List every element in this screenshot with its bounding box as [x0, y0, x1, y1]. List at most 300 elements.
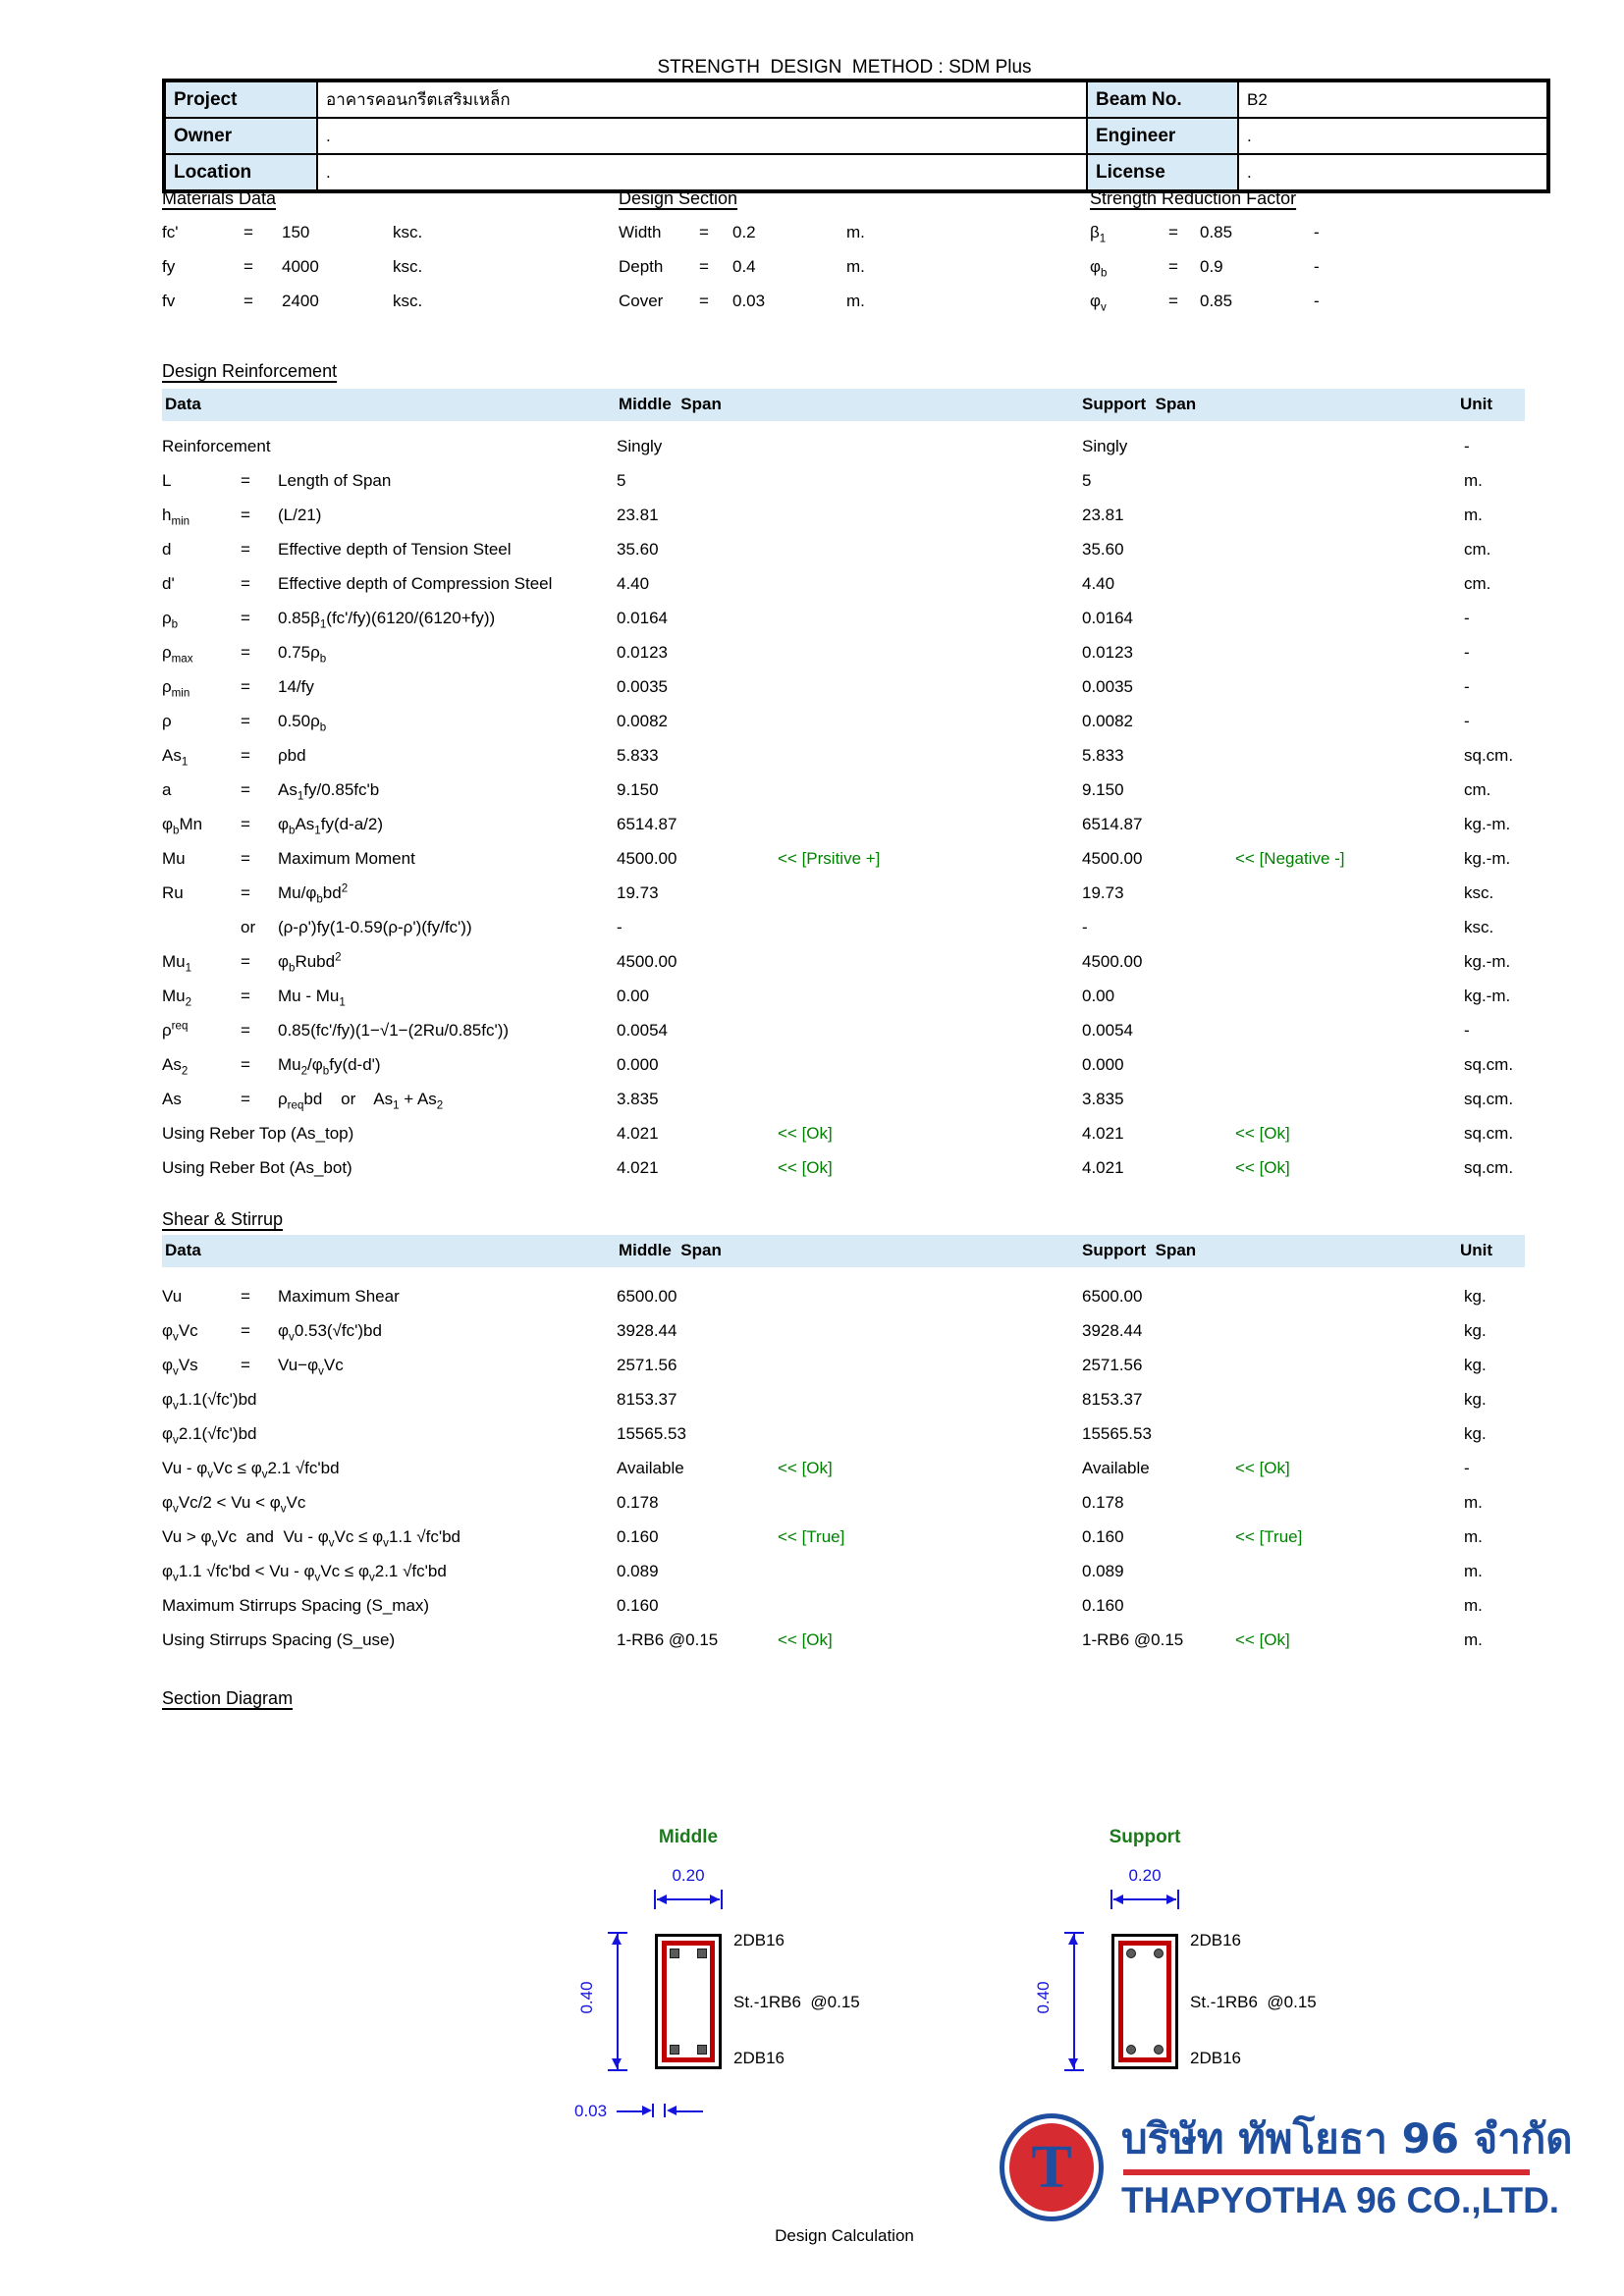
shear-sup: 0.160 [1082, 1527, 1124, 1546]
design-section-eq: = [699, 223, 709, 241]
reinforcement-eq: = [241, 883, 250, 902]
reinforcement-sym: $\rho_{min}$ [162, 677, 190, 700]
logo-t-icon: T [1031, 2134, 1072, 2201]
shear-mid: 0.160 [617, 1596, 659, 1615]
reinforcement-sym: $h_{min}$ [162, 506, 190, 528]
materials-unit: ksc. [393, 223, 423, 241]
reinforcement-unit: sq.cm. [1464, 746, 1514, 765]
shear-sym: $\varphi_v1.1(√fc')bd$ [162, 1390, 257, 1413]
reinforcement-unit: - [1464, 609, 1470, 627]
reinforcement-eq: or [241, 918, 256, 936]
shear-row [0, 1454, 1624, 1488]
logo-red-circle [1009, 2123, 1094, 2212]
reinforcement-eq: = [241, 780, 250, 799]
reinforcement-unit: kg.-m. [1464, 815, 1511, 833]
reinforcement-sup: 4.021 [1082, 1124, 1124, 1143]
section-diagram-heading: Section Diagram [162, 1688, 294, 1708]
shear-sup: 0.160 [1082, 1596, 1124, 1615]
reinforcement-sym: Reinforcement [162, 437, 271, 455]
info-row-owner [164, 118, 1548, 154]
column-unit: Unit [1460, 395, 1493, 413]
shear-sup: Available [1082, 1459, 1150, 1477]
reinforcement-row [0, 1153, 1624, 1188]
top-bars-label: 2DB16 [733, 1931, 785, 1949]
license-value: . [1238, 154, 1548, 191]
reinforcement-row [0, 775, 1624, 810]
reinforcement-unit: sq.cm. [1464, 1158, 1514, 1177]
reinforcement-unit: sq.cm. [1464, 1124, 1514, 1143]
reinforcement-row [0, 432, 1624, 466]
width-dimension [1110, 1890, 1179, 1909]
reinforcement-eq: = [241, 1090, 250, 1108]
reinforcement-mid_note: << [Ok] [778, 1158, 833, 1177]
reinforcement-eq: = [241, 471, 250, 490]
design-section-val: 0.4 [732, 257, 756, 276]
reinforcement-sym: As [162, 1090, 182, 1108]
rebar-dot [1154, 1949, 1164, 1958]
reinforcement-sup: Singly [1082, 437, 1128, 455]
reinforcement-mid: 0.0054 [617, 1021, 668, 1040]
rebar-dot [1126, 1949, 1136, 1958]
shear-mid: 0.089 [617, 1562, 659, 1580]
reinforcement-mid: 35.60 [617, 540, 659, 559]
reinforcement-unit: m. [1464, 506, 1483, 524]
reinforcement-sup_note: << [Negative -] [1235, 849, 1345, 868]
reinforcement-mid: 0.0035 [617, 677, 668, 696]
shear-table [0, 1282, 1624, 1660]
reinforcement-sym: d [162, 540, 172, 559]
materials-eq: = [244, 292, 253, 310]
reduction-eq: = [1168, 223, 1178, 241]
reinforcement-sup: 4500.00 [1082, 849, 1143, 868]
reinforcement-sup: 23.81 [1082, 506, 1124, 524]
reinforcement-row [0, 501, 1624, 535]
rebar-dot [670, 1949, 679, 1958]
reinforcement-row [0, 844, 1624, 879]
reinforcement-formula: ρbd [278, 746, 306, 765]
reinforcement-row [0, 569, 1624, 604]
design-section-eq: = [699, 257, 709, 276]
reinforcement-sym: $\rho^{req}$ [162, 1020, 189, 1040]
shear-formula: Maximum Shear [278, 1287, 400, 1306]
height-dimension [1064, 1932, 1084, 2071]
reinforcement-sup: 35.60 [1082, 540, 1124, 559]
reinforcement-sup: 19.73 [1082, 883, 1124, 902]
design-section-sym: Width [619, 223, 662, 241]
shear-row [0, 1557, 1624, 1591]
reinforcement-mid: 0.000 [617, 1055, 659, 1074]
reinforcement-mid: 3.835 [617, 1090, 659, 1108]
reinforcement-mid_note: << [Prsitive +] [778, 849, 881, 868]
shear-mid: 6500.00 [617, 1287, 677, 1306]
shear-formula: $Vu-\varphi_vVc$ [278, 1356, 344, 1378]
width-dimension-value: 0.20 [1128, 1866, 1162, 1885]
reinforcement-eq: = [241, 1021, 250, 1040]
reinforcement-mid: 9.150 [617, 780, 659, 799]
height-dimension [608, 1932, 627, 2071]
reinforcement-sup: 3.835 [1082, 1090, 1124, 1108]
reinforcement-unit: - [1464, 712, 1470, 730]
reduction-sym: $\varphi_b$ [1090, 257, 1108, 280]
reinforcement-mid: 4.40 [617, 574, 650, 593]
reinforcement-mid_note: << [Ok] [778, 1124, 833, 1143]
shear-mid: 8153.37 [617, 1390, 677, 1409]
reinforcement-eq: = [241, 609, 250, 627]
column-data: Data [165, 1241, 201, 1259]
reduction-row [0, 218, 1624, 252]
owner-label: Owner [164, 118, 317, 154]
shear-sym: $Vu - \varphi_vVc \le \varphi_v2.1$ √fc'bd [162, 1459, 340, 1481]
reduction-unit: - [1314, 223, 1320, 241]
reduction-unit: - [1314, 257, 1320, 276]
reinforcement-row [0, 466, 1624, 501]
reinforcement-unit: kg.-m. [1464, 952, 1511, 971]
reinforcement-sup: 4500.00 [1082, 952, 1143, 971]
shear-eq: = [241, 1287, 250, 1306]
shear-sym: $\varphi_vVs$ [162, 1356, 198, 1378]
reinforcement-sup: - [1082, 918, 1088, 936]
column-middle: Middle Span [619, 1241, 722, 1259]
reduction-val: 0.9 [1200, 257, 1223, 276]
shear-unit: kg. [1464, 1356, 1487, 1374]
reinforcement-eq: = [241, 952, 250, 971]
reinforcement-row [0, 879, 1624, 913]
reinforcement-eq: = [241, 677, 250, 696]
shear-sym: $\varphi_vVc$ [162, 1321, 198, 1344]
reinforcement-mid: Singly [617, 437, 663, 455]
shear-sym: $\varphi_v2.1(√fc')bd$ [162, 1424, 257, 1447]
reinforcement-row [0, 947, 1624, 982]
shear-row [0, 1626, 1624, 1660]
reinforcement-row [0, 672, 1624, 707]
reinforcement-sup_note: << [Ok] [1235, 1124, 1290, 1143]
reinforcement-mid: 0.00 [617, 987, 650, 1005]
footer-caption: Design Calculation [775, 2226, 914, 2245]
arrow-down-icon [612, 2058, 622, 2068]
reinforcement-unit: cm. [1464, 780, 1491, 799]
shear-sup: 8153.37 [1082, 1390, 1143, 1409]
materials-sym: fv [162, 292, 176, 310]
reinforcement-formula: $\rho_{req}bd$ or $As_1 + As_2$ [278, 1090, 444, 1112]
materials-sym: fc' [162, 223, 179, 241]
reduction-val: 0.85 [1200, 223, 1233, 241]
stirrup-rect [1118, 1941, 1171, 2062]
reinforcement-unit: - [1464, 1021, 1470, 1040]
rebar-dot [697, 1949, 707, 1958]
reinforcement-sym: Using Reber Bot (As_bot) [162, 1158, 352, 1177]
column-support: Support Span [1082, 395, 1197, 413]
shear-unit: m. [1464, 1527, 1483, 1546]
reinforcement-unit: kg.-m. [1464, 987, 1511, 1005]
reinforcement-formula: Length of Span [278, 471, 392, 490]
shear-unit: kg. [1464, 1321, 1487, 1340]
reinforcement-unit: ksc. [1464, 918, 1494, 936]
reinforcement-eq: = [241, 746, 250, 765]
stirrups-label: St.-1RB6 @0.15 [733, 1993, 860, 2011]
width-dimension [654, 1890, 723, 1909]
reduction-row [0, 287, 1624, 321]
shear-unit: m. [1464, 1562, 1483, 1580]
reinforcement-formula: Maximum Moment [278, 849, 415, 868]
shear-sym: Using Stirrups Spacing (S_use) [162, 1630, 396, 1649]
reinforcement-row [0, 1050, 1624, 1085]
reinforcement-formula: 0.85(fc'/fy)(1−√1−(2Ru/0.85fc')) [278, 1021, 510, 1040]
reinforcement-formula: (L/21) [278, 506, 322, 524]
reinforcement-formula: $0.50\rho_b$ [278, 712, 327, 734]
shear-eq: = [241, 1356, 250, 1374]
location-label: Location [164, 154, 317, 191]
reinforcement-eq: = [241, 712, 250, 730]
reinforcement-unit: sq.cm. [1464, 1055, 1514, 1074]
shear-row [0, 1282, 1624, 1316]
reinforcement-sym: $Mu_1$ [162, 952, 192, 975]
shear-row [0, 1351, 1624, 1385]
company-logo [1000, 2113, 1104, 2221]
rebar-dot [697, 2045, 707, 2055]
design-section-sym: Depth [619, 257, 664, 276]
reinforcement-formula: $Mu_2/\varphi_bfy(d-d')$ [278, 1055, 381, 1078]
materials-heading: Materials Data [162, 188, 277, 208]
reinforcement-mid: 4500.00 [617, 952, 677, 971]
reinforcement-sym: $\rho_{max}$ [162, 643, 193, 666]
design-section-unit: m. [846, 223, 865, 241]
reinforcement-sym: a [162, 780, 172, 799]
reinforcement-sup_note: << [Ok] [1235, 1158, 1290, 1177]
reduction-sym: $\beta_1$ [1090, 223, 1107, 245]
shear-sym: $\varphi_vVc/2 < Vu < \varphi_vVc$ [162, 1493, 306, 1516]
materials-eq: = [244, 257, 253, 276]
shear-mid: 2571.56 [617, 1356, 677, 1374]
reinforcement-formula: Effective depth of Compression Steel [278, 574, 553, 593]
design-section-unit: m. [846, 292, 865, 310]
arrow-right-icon [710, 1895, 720, 1904]
reinforcement-mid: 19.73 [617, 883, 659, 902]
column-unit: Unit [1460, 1241, 1493, 1259]
license-label: License [1087, 154, 1238, 191]
stirrup-rect [662, 1941, 715, 2062]
reinforcement-row [0, 982, 1624, 1016]
reinforcement-sym: ρ [162, 712, 172, 730]
reinforcement-eq: = [241, 815, 250, 833]
reinforcement-eq: = [241, 574, 250, 593]
company-name-english: THAPYOTHA 96 CO.,LTD. [1121, 2180, 1560, 2220]
top-bars-label: 2DB16 [1190, 1931, 1241, 1949]
shear-sup: 1-RB6 @0.15 [1082, 1630, 1184, 1649]
reinforcement-unit: - [1464, 643, 1470, 662]
reinforcement-eq: = [241, 506, 250, 524]
reinforcement-formula: $Mu/\varphi_bbd^2$ [278, 882, 349, 906]
reduction-sym: $\varphi_v$ [1090, 292, 1107, 314]
shear-sym: Vu [162, 1287, 183, 1306]
shear-row [0, 1316, 1624, 1351]
materials-unit: ksc. [393, 292, 423, 310]
reinforcement-eq: = [241, 643, 250, 662]
reinforcement-unit: ksc. [1464, 883, 1494, 902]
reinforcement-sup: 5.833 [1082, 746, 1124, 765]
reinforcement-mid: 4.021 [617, 1158, 659, 1177]
bottom-bars-label: 2DB16 [1190, 2049, 1241, 2067]
reinforcement-row [0, 604, 1624, 638]
shear-row [0, 1522, 1624, 1557]
design-section-heading: Design Section [619, 188, 738, 208]
reinforcement-unit: cm. [1464, 574, 1491, 593]
info-row-location [164, 154, 1548, 191]
project-info-table [162, 79, 1550, 193]
rebar-dot [1126, 2045, 1136, 2055]
reinforcement-unit: - [1464, 677, 1470, 696]
reduction-unit: - [1314, 292, 1320, 310]
reinforcement-row [0, 1119, 1624, 1153]
reinforcement-table [0, 432, 1624, 1188]
reinforcement-sup: 4.021 [1082, 1158, 1124, 1177]
reinforcement-sup: 5 [1082, 471, 1092, 490]
shear-formula: $\varphi_v0.53(√fc')bd$ [278, 1321, 382, 1344]
reinforcement-sym: L [162, 471, 172, 490]
reinforcement-sym: $\rho_b$ [162, 609, 179, 631]
engineer-label: Engineer [1087, 118, 1238, 154]
reinforcement-eq: = [241, 987, 250, 1005]
shear-heading: Shear & Stirrup [162, 1209, 284, 1229]
reinforcement-sup: 0.0082 [1082, 712, 1133, 730]
reinforcement-mid: 5.833 [617, 746, 659, 765]
design-section-val: 0.2 [732, 223, 756, 241]
column-middle: Middle Span [619, 395, 722, 413]
shear-mid: 0.178 [617, 1493, 659, 1512]
reinforcement-sym: Ru [162, 883, 184, 902]
reinforcement-row [0, 1016, 1624, 1050]
engineer-value: . [1238, 118, 1548, 154]
project-label: Project [164, 80, 317, 118]
shear-unit: m. [1464, 1493, 1483, 1512]
reinforcement-formula: (ρ-ρ')fy(1-0.59(ρ-ρ')(fy/fc')) [278, 918, 472, 936]
reinforcement-eq: = [241, 540, 250, 559]
width-dimension-value: 0.20 [672, 1866, 705, 1885]
arrow-left-icon [657, 1895, 667, 1904]
reduction-heading: Strength Reduction Factor [1090, 188, 1297, 208]
reinforcement-row [0, 535, 1624, 569]
reinforcement-sup: 6514.87 [1082, 815, 1143, 833]
shear-unit: kg. [1464, 1287, 1487, 1306]
design-section-sym: Cover [619, 292, 664, 310]
shear-row [0, 1385, 1624, 1419]
reinforcement-formula: $As_1fy/0.85fc'b$ [278, 780, 380, 803]
reinforcement-formula: Mu - $Mu_1$ [278, 987, 346, 1009]
reinforcement-row [0, 707, 1624, 741]
reinforcement-sym: $\varphi_bMn$ [162, 815, 203, 837]
shear-sup_note: << [Ok] [1235, 1459, 1290, 1477]
design-section-unit: m. [846, 257, 865, 276]
reinforcement-formula: Effective depth of Tension Steel [278, 540, 512, 559]
reinforcement-row [0, 1085, 1624, 1119]
reinforcement-row [0, 741, 1624, 775]
reinforcement-formula: $\varphi_bAs_1fy(d-a/2)$ [278, 815, 384, 837]
reinforcement-row [0, 810, 1624, 844]
reinforcement-sup: 4.40 [1082, 574, 1115, 593]
shear-eq: = [241, 1321, 250, 1340]
middle-section-diagram [569, 1821, 962, 2164]
reinforcement-formula: $\varphi_bRubd^2$ [278, 951, 342, 975]
page-title: STRENGTH DESIGN METHOD : SDM Plus [657, 57, 1032, 78]
shear-unit: m. [1464, 1630, 1483, 1649]
shear-sup_note: << [Ok] [1235, 1630, 1290, 1649]
shear-mid: 1-RB6 @0.15 [617, 1630, 719, 1649]
reduction-row [0, 252, 1624, 287]
reinforcement-mid: 0.0082 [617, 712, 668, 730]
shear-mid_note: << [True] [778, 1527, 845, 1546]
reinforcement-sup: 0.000 [1082, 1055, 1124, 1074]
reinforcement-mid: 0.0123 [617, 643, 668, 662]
support-title: Support [1109, 1827, 1181, 1847]
bottom-bars-label: 2DB16 [733, 2049, 785, 2067]
shear-mid_note: << [Ok] [778, 1630, 833, 1649]
reinforcement-unit: m. [1464, 471, 1483, 490]
shear-row [0, 1488, 1624, 1522]
materials-val: 4000 [282, 257, 319, 276]
shear-sup_note: << [True] [1235, 1527, 1303, 1546]
reinforcement-sym: $Mu_2$ [162, 987, 192, 1009]
reduction-eq: = [1168, 292, 1178, 310]
reinforcement-sym: $As_1$ [162, 746, 189, 769]
logo-underline [1123, 2169, 1530, 2175]
rebar-dot [1154, 2045, 1164, 2055]
shear-sym: $Vu > \varphi_vVc$ and $Vu - \varphi_vVc \le \varphi_v1.1$ √fc'bd [162, 1527, 461, 1550]
reinforcement-sup: 0.0123 [1082, 643, 1133, 662]
reinforcement-mid: 4.021 [617, 1124, 659, 1143]
materials-val: 2400 [282, 292, 319, 310]
reinforcement-header-band [162, 389, 1525, 421]
shear-header-band [162, 1235, 1525, 1267]
shear-row [0, 1419, 1624, 1454]
shear-sup: 3928.44 [1082, 1321, 1143, 1340]
reinforcement-formula: $0.85\beta_1(fc'/fy)(6120/(6120+fy))$ [278, 609, 496, 631]
shear-unit: kg. [1464, 1424, 1487, 1443]
cover-dimension-value: 0.03 [574, 2102, 608, 2120]
beam-section-outline [655, 1934, 722, 2069]
reinforcement-sym: Mu [162, 849, 186, 868]
shear-sup: 6500.00 [1082, 1287, 1143, 1306]
shear-mid: 3928.44 [617, 1321, 677, 1340]
shear-sup: 15565.53 [1082, 1424, 1152, 1443]
reinforcement-sym: $As_2$ [162, 1055, 189, 1078]
reinforcement-mid: 6514.87 [617, 815, 677, 833]
beam-no-value: B2 [1238, 80, 1548, 118]
reduction-rows [0, 218, 1624, 321]
shear-sym: Maximum Stirrups Spacing (S_max) [162, 1596, 430, 1615]
reinforcement-sym: Using Reber Top (As_top) [162, 1124, 354, 1143]
materials-unit: ksc. [393, 257, 423, 276]
arrow-up-icon [1068, 1935, 1078, 1945]
reinforcement-mid: 0.0164 [617, 609, 668, 627]
reinforcement-unit: - [1464, 437, 1470, 455]
arrow-right-icon [1166, 1895, 1176, 1904]
owner-value: . [317, 118, 1087, 154]
beam-no-label: Beam No. [1087, 80, 1238, 118]
design-section-val: 0.03 [732, 292, 766, 310]
materials-val: 150 [282, 223, 310, 241]
shear-row [0, 1591, 1624, 1626]
reinforcement-sup: 0.00 [1082, 987, 1115, 1005]
shear-mid: 0.160 [617, 1527, 659, 1546]
cover-dimension [569, 2102, 785, 2121]
reinforcement-mid: 5 [617, 471, 626, 490]
shear-unit: - [1464, 1459, 1470, 1477]
project-value: อาคารคอนกรีตเสริมเหล็ก [317, 80, 1087, 118]
shear-unit: m. [1464, 1596, 1483, 1615]
reinforcement-formula: $0.75\rho_b$ [278, 643, 327, 666]
reduction-val: 0.85 [1200, 292, 1233, 310]
reinforcement-mid: 23.81 [617, 506, 659, 524]
materials-sym: fy [162, 257, 176, 276]
